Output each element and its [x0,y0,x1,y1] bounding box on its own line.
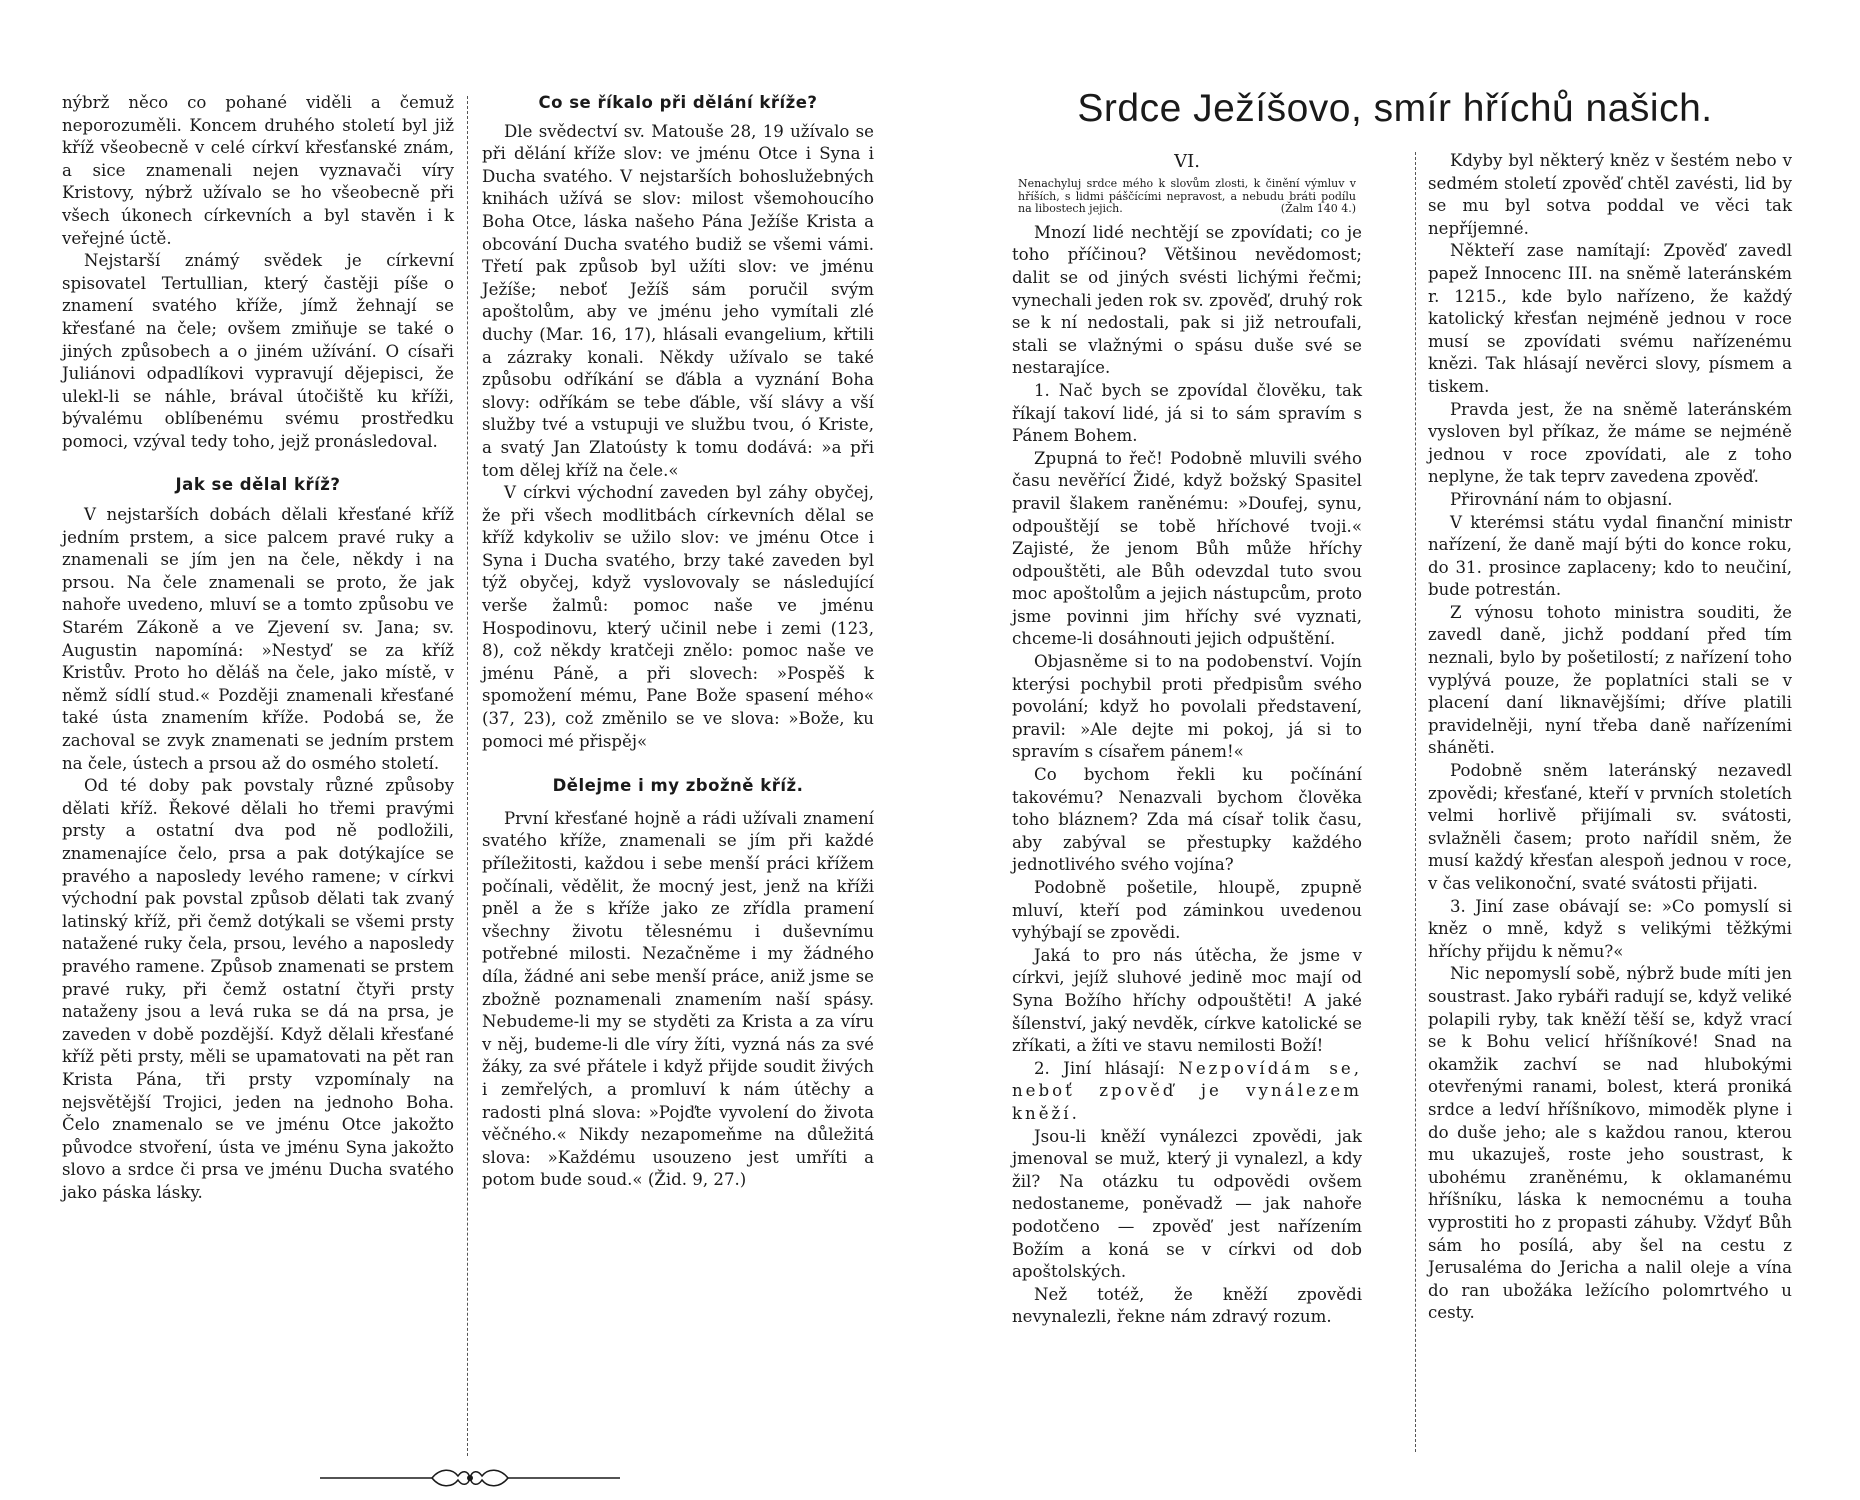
column-divider [1415,152,1416,1452]
column-divider [467,96,468,1456]
paragraph: Než totéž, že kněží zpovědi nevynalezli, řekne nám zdravý rozum. [1012,1284,1362,1327]
paragraph: Podobně pošetile, hloupě, zpupně mluví, kteří pod záminkou uvedenou vyhýbají se zpovědi. [1012,878,1362,943]
left-column-1 [62,92,454,1205]
paragraph: V kterémsi státu vydal finanční ministr nařízení, že daně mají býti do konce roku, do 31. prosince zaplaceny; kdo to neučiní, bude potrestán. [1428,512,1792,600]
paragraph: První křesťané hojně a rádi užívali znamení svatého kříže, znamenali se jím při každé příležitosti, každou i sebe menší práci křížem počínali, vědělit, že mocný jest, jenž na kříži pněl a že s kříže jako ze zřídla pramení všechny životu tělesnému i duševnímu potřebné milosti. Nezačněme i my žádného díla, žádné ani sebe menší práce, aniž jsme se zbožně poznamenali znamením naší spásy. Nebudeme-li my se styděti za Krista a za víru v něj, budeme-li dle víry žíti, vyzná nás za své žáky, za své přátele i když přijde soudit živých i zemřelých, a promluví k nám útěchy a radosti plná slova: »Pojďte vyvolení do života věčného.« Nikdy nezapomeňme na důležitá slova: »Každému usouzeno jest umříti a potom bude soud.« (Žid. 9, 27.) [482,808,874,1190]
paragraph: Nejstarší známý svědek je církevní spisovatel Tertullian, který častěji píše o znamení svatého kříže, jímž žehnají se křesťané na čele; ovšem zmiňuje se také o jiných způsobech a o jiném užívání. O císaři Juliánovi odpadlíkovi vypravují dějepisci, že ulekl-li se náhle, brával útočiště ku kříži, bývalému oblíbenému svému prostředku pomoci, vzýval tedy toho, jejž pronásledoval. [62,251,454,451]
paragraph: nýbrž něco co pohané viděli a čemuž neporozuměli. Koncem druhého století byl již kříž všeobecně v celé církví křesťanské znám, a sice znamenali nejen vyznavači víry Kristovy, nýbrž užívalo se ho všeobecně při všech úkonech církevních a byl stavěn i k veřejné úctě. [62,93,454,248]
paragraph: V církvi východní zaveden byl záhy obyčej, že při všech modlitbách církevních dělal se kříž kdykoliv se užilo slov: ve jménu Otce i Syna i Ducha svatého, brzy také zaveden byl týž obyčej, když vyslovovaly se následující verše žalmů: pomoc naše ve jménu Hospodinovu, který učinil nebe i zemi (123, 8), což někdy kratčeji znělo: pomoc naše ve jménu Páně, a při slovech: »Pospěš k spomožení mému, Pane Bože spasení mého« (37, 23), což změnilo se ve slova: »Bože, ku pomoci mé přispěj« [482,483,874,751]
paragraph: Co bychom řekli ku počínání takovému? Nenazvali bychom člověka toho bláznem? Zda má císař tolik času, aby zabýval se přestupky každého jednotlivého svého vojína? [1012,765,1362,875]
epigraph-text: Nenachyluj srdce mého k slovům zlosti, k činění výmluv v hříších, s lidmi páščícími nepravost, a nebudu bráti podílu na libostech jejich. [1018,177,1356,216]
left-column-2 [482,92,874,1192]
paragraph: Zpupná to řeč! Podobně mluvili svého času nevěřící Židé, když božský Spasitel pravil šlakem raněnému: »Doufej, synu, odpouštějí se tobě hříchové tvoji.« Zajisté, že jenom Bůh může hříchy odpouštěti, ale Bůh odevzdal tuto svou moc apoštolům a jejich nástupcům, proto jsme povinni jim hříchy své vyznati, chceme-li dosáhnouti jejich odpuštění. [1012,448,1362,649]
paragraph: Objasněme si to na podobenství. Vojín kterýsi pochybil proti předpisům svého povolání; když ho povolali představení, pravil: »Ale dejte mi pokoj, já si to spravím s císařem pánem!« [1012,652,1362,762]
epigraph [1018,178,1356,216]
paragraph: Mnozí lidé nechtějí se zpovídati; co je toho příčinou? Většinou nevědomost; dalit se od jiných svésti lichými řečmi; vynechali jeden rok sv. zpověď, druhý rok se k ní nedostali, pak si již netroufali, stali se vlažnými o spásu duše své se nestarajíce. [1012,222,1362,378]
paragraph: Pravda jest, že na sněmě lateránském vysloven byl příkaz, že máme se nejméně jednou v roce zpovídati, ale z toho neplyne, že tak teprv zavedena zpověď. [1428,399,1792,487]
paragraph-lead: 2. Jiní hlásají: [1034,1058,1165,1078]
section-heading: Jak se dělal kříž? [175,474,341,494]
section-heading: Dělejme i my zbožně kříž. [552,776,804,796]
paragraph: Nic nepomyslí sobě, nýbrž bude míti jen soustrast. Jako rybáři radují se, když veliké polapili ryby, tak kněží těší se, když vrací se k Bohu velicí hříšníkové! Snad na okamžik zachví se nad hlubokými otevřenými ranami, bolest, která proniká srdce a ledví hříšníkovo, mimoděk plyne i do duše jeho; ale s každou ranou, kterou mu ukazuješ, roste jeho soustrast, k ubohému zraněnému, k oklamanému hříšníku, láska k nemocnému a touha vyprostiti ho z propasti záhuby. Vždyť Bůh sám ho posílá, aby šel na cestu z Jerusaléma do Jericha a nalil oleje a vína do ran ubožáka ležícího polomrtvého u cesty. [1428,964,1792,1323]
paragraph: Jsou-li kněží vynálezci zpovědi, jak jmenoval se muž, který ji vynalezl, a kdy žil? Na otázku tu odpovědi ovšem nedostaneme, poněvadž — jak nahoře podotčeno — zpověď jest nařízením Božím a koná se v církvi od dob apoštolských. [1012,1126,1362,1282]
paragraph: Od té doby pak povstaly různé způsoby dělati kříž. Řekové dělali ho třemi pravými prsty a ostatní dva pod ně podložili, znamenajíce čelo, prsa a pak dotýkajíce se pravého a naposledy levého ramene; v církvi východní pak povstal způsob dělati tak zvaný latinský kříž, při čemž dotýkali se všemi prsty natažené ruky čela, prsou, levého a naposledy pravého ramene. Způsob znamenati se prstem pravé ruky, při čemž ostatní čtyři prsty nataženy jsou a levá ruka se dá na prsa, je zaveden v době pozdější. Když dělali křesťané kříž pěti prsty, měli se upamatovati na pět ran Krista Pána, tři prsty vzpomínaly na nejsvětější Trojici, jeden na jednoho Boha. Čelo znamenalo se ve jménu Otce jakožto původce stvoření, ústa ve jménu Syna jakožto slovo a srdce či prsa ve jménu Ducha svatého jako páska lásky. [62,776,454,1202]
paragraph [1012,1058,1362,1126]
paragraph: Někteří zase namítají: Zpověď zavedl papež Innocenc III. na sněmě lateránském r. 1215., kde bylo nařízeno, že každý katolický křesťan nejméně jednou v roce musí se zpovídati svému nařízenému knězi. Tak hlásají nevěrci slovy, písmem a tiskem. [1428,241,1792,396]
paragraph: Přirovnání nám to objasní. [1450,489,1673,509]
paragraph: 1. Nač bych se zpovídal člověku, tak říkají takoví lidé, já si to sám spravím s Pánem Bohem. [1012,380,1362,446]
epigraph-reference: (Žalm 140 4.) [1280,202,1356,216]
floral-ornament-icon [320,1466,620,1490]
paragraph: Podobně sněm lateránský nezavedl zpovědi; křesťané, kteří v prvních stoletích velmi horlivě přijímali sv. svátosti, svlažněli časem; proto nařídil sněm, že musí každý křesťan alespoň jednou v roce, v čas velikonoční, svaté svátosti přijati. [1428,761,1792,893]
paragraph: Jaká to pro nás útěcha, že jsme v církvi, jejíž sluhové jedině moc mají od Syna Božího hříchy odpouštěti! A jaké šílenství, jaký nevděk, církve katolické se zříkati, a žíti ve stavu nemilosti Boží! [1012,945,1362,1056]
right-column-2 [1428,150,1792,1325]
paragraph: Kdyby byl některý kněz v šestém nebo v sedmém století zpověď chtěl zavésti, lid by se mu byl sotva poddal ve věci tak nepříjemné. [1428,151,1792,238]
paragraph: Dle svědectví sv. Matouše 28, 19 užívalo se při dělání kříže slov: ve jménu Otce i Syna i Ducha svatého. V nejstarších bohoslužebných knihách užívá se slov: milost všemohoucího Boha Otce, láska našeho Pána Ježíše Krista a obcování Ducha svatého budiž se všemi vámi. Třetí pak způsob byl užíti slov: ve jménu Ježíše; neboť Ježíš sám poručil svým apoštolům, aby ve jménu jeho vymítali zlé duchy (Mar. 16, 17), hlásali evangelium, křtili a zázraky konali. Někdy užívalo se také způsobu odříkání se ďábla a vyznání Boha slovy: odříkám se tebe ďáble, vší slávy a vší služby tvé a vstupuji ve službu tvou, ó Kriste, a svatý Jan Zlatoústy k tomu dodává: »a při tom dělej kříž na čele.« [482,121,874,480]
paragraph: Z výnosu tohoto ministra souditi, že zavedl daně, jichž poddaní před tím neznali, bylo by pošetilostí; z nařízení toho vyplývá pouze, že poplatníci stali se v placení daní liknavějšími; dříve platili pravidelněji, nyní třeba daně nařízeními sháněti. [1428,602,1792,758]
article-title: Srdce Ježíšovo, smír hříchů našich. [1077,87,1713,130]
right-column-1 [1012,150,1362,1329]
right-page [930,0,1860,1500]
paragraph: 3. Jiní zase obávají se: »Co pomyslí si kněz o mně, když s velikými těžkými hříchy přijdu k němu?« [1428,896,1792,961]
emphasized-quote: Nezpovídám se, neboť zpověď je vynálezem kněží. [1012,1058,1362,1123]
section-heading: Co se říkalo při dělání kříže? [538,93,818,112]
chapter-number: VI. [1174,151,1200,172]
paragraph: V nejstarších dobách dělali křesťané kříž jedním prstem, a sice palcem pravé ruky a znamenali se jím jen na čele, někdy i na prsou. Na čele znamenali se proto, že jak nahoře uvedeno, mluví se a tomto způsobu ve Starém Zákoně a ve Zjevení sv. Jana; sv. Augustin napomíná: »Nestyď se za kříž Kristův. Proto ho děláš na čele, jako místě, v němž sídlí stud.« Později znamenali křesťané také ústa znamením kříže. Podobá se, že zachoval se zvyk znamenati se jedním prstem na čele, ústech a prsou až do osmého století. [62,505,454,773]
